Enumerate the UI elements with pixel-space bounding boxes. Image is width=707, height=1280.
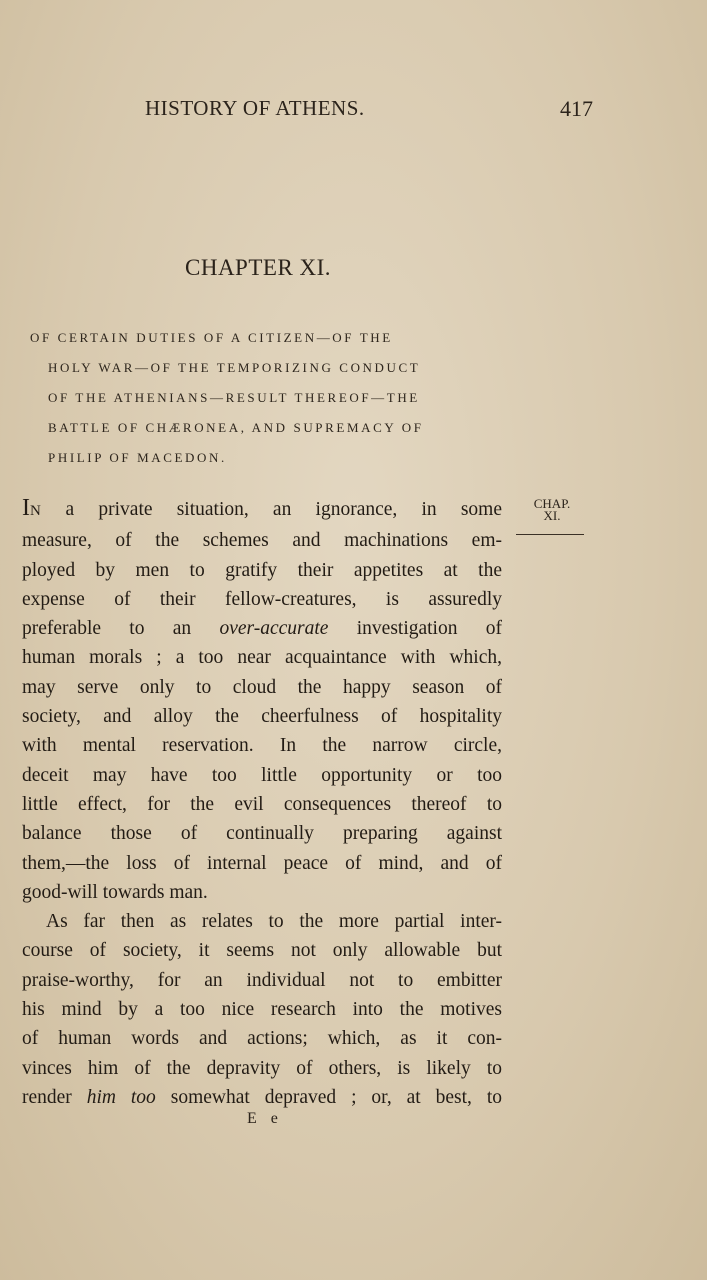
page-number: 417 <box>560 96 593 121</box>
margin-rule <box>516 534 584 535</box>
summary-line: HOLY WAR—OF THE TEMPORIZING CONDUCT <box>48 360 421 375</box>
margin-note-chap: CHAP. <box>533 496 571 511</box>
paragraph-2-line: praise-worthy, for an individual not to embitter <box>22 969 502 991</box>
paragraph-1-line: human morals ; a too near acquaintance with which, <box>22 647 502 669</box>
paragraph-1-line <box>22 494 502 526</box>
line-text: render <box>22 1086 87 1108</box>
initial-smallcap: N <box>30 503 42 519</box>
running-head-title: HISTORY OF ATHENS. <box>145 96 365 120</box>
paragraph-1-line: deceit may have too little opportunity or too <box>22 764 502 786</box>
paragraph-1-line: with mental reservation. In the narrow circle, <box>22 735 502 757</box>
paragraph-2-line: As far then as relates to the more partial inter- <box>46 911 502 933</box>
body-text <box>22 494 502 1112</box>
paragraph-1-line: balance those of continually preparing against <box>22 823 502 845</box>
paragraph-2-line: his mind by a too nice research into the motives <box>22 999 502 1021</box>
paragraph-2-line: of human words and actions; which, as it con- <box>22 1028 502 1050</box>
summary-line: BATTLE OF CHÆRONEA, AND SUPREMACY OF <box>48 420 424 435</box>
italic-text: over-accurate <box>219 618 329 640</box>
paragraph-1-line: ployed by men to gratify their appetites at the <box>22 559 502 581</box>
paragraph-1-line: little effect, for the evil consequences thereof to <box>22 793 502 815</box>
paragraph-2-line: vinces him of the depravity of others, is likely to <box>22 1057 502 1079</box>
line-text: investigation of <box>328 618 503 640</box>
summary-line: PHILIP OF MACEDON. <box>48 450 227 465</box>
line-text: a private situation, an ignorance, in some <box>41 499 502 520</box>
paragraph-1-line: good-will towards man. <box>22 881 208 903</box>
margin-note <box>522 498 582 535</box>
chapter-summary <box>30 323 510 473</box>
paragraph-1-line: society, and alloy the cheerfulness of hospitality <box>22 706 502 728</box>
summary-line: OF THE ATHENIANS—RESULT THEREOF—THE <box>48 390 420 405</box>
signature-mark: E e <box>247 1110 283 1127</box>
paragraph-1-line: measure, of the schemes and machinations em- <box>22 530 502 552</box>
italic-text: him too <box>86 1086 156 1108</box>
chapter-title: CHAPTER XI. <box>185 255 332 280</box>
margin-note-number: XI. <box>543 508 561 523</box>
paragraph-2-line: course of society, it seems not only allowable but <box>22 940 502 962</box>
initial-letter: I <box>22 495 30 521</box>
paragraph-2-line <box>22 1083 502 1112</box>
paragraph-1-line: expense of their fellow-creatures, is assuredly <box>22 588 502 610</box>
summary-line: OF CERTAIN DUTIES OF A CITIZEN—OF THE <box>30 330 393 345</box>
paragraph-1-line: them,—the loss of internal peace of mind, and of <box>22 852 502 874</box>
paragraph-1-line: may serve only to cloud the happy season of <box>22 676 502 698</box>
paragraph-1-line <box>22 614 502 643</box>
line-text: preferable to an <box>22 618 220 640</box>
line-text: somewhat depraved ; or, at best, to <box>155 1086 503 1108</box>
